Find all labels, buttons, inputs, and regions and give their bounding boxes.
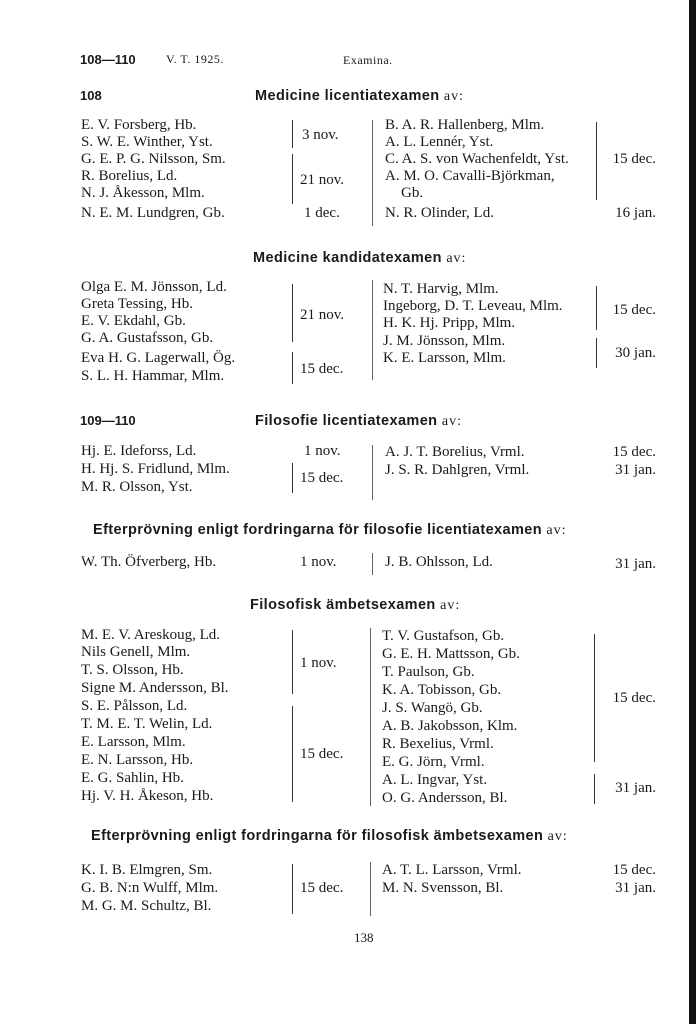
section-title: Filosofie licentiatexamen av: (255, 413, 462, 429)
date: 15 dec. (300, 470, 344, 486)
section-title: Efterprövning enligt fordringarna för filosofie licentiatexamen av: (93, 522, 567, 538)
left-entry: Eva H. G. Lagerwall, Ög. (81, 350, 236, 366)
date: 21 nov. (300, 307, 345, 323)
right-entry: J. S. R. Dahlgren, Vrml. (385, 462, 530, 478)
right-entry: E. G. Jörn, Vrml. (382, 754, 485, 770)
brace (287, 706, 293, 802)
left-entry: Greta Tessing, Hb. (81, 296, 193, 312)
date: 16 jan. (615, 205, 656, 221)
date: 15 dec. (612, 302, 656, 318)
brace (287, 352, 293, 384)
column-divider (372, 445, 373, 500)
brace (287, 154, 293, 204)
left-entry: T. M. E. T. Welin, Ld. (81, 716, 213, 732)
date: 21 nov. (300, 172, 345, 188)
right-entry: Gb. (401, 185, 424, 201)
header-title: Examina. (343, 53, 393, 67)
section-title: Efterprövning enligt fordringarna för filosofisk ämbetsexamen av: (91, 828, 568, 844)
date: 31 jan. (615, 556, 656, 572)
left-entry: Nils Genell, Mlm. (81, 644, 191, 660)
section-number: 109—110 (80, 413, 136, 428)
brace (287, 284, 293, 342)
section-number: 108 (80, 88, 102, 103)
section-title: Medicine licentiatexamen av: (255, 88, 465, 104)
right-entry: N. R. Olinder, Ld. (385, 205, 494, 221)
right-entry: H. K. Hj. Pripp, Mlm. (383, 315, 516, 331)
date: 15 dec. (300, 361, 344, 377)
date: 15 dec. (300, 880, 344, 896)
left-entry: N. E. M. Lundgren, Gb. (81, 205, 225, 221)
right-entry: G. E. H. Mattsson, Gb. (382, 646, 520, 662)
right-entry: A. J. T. Borelius, Vrml. (385, 444, 525, 460)
left-entry: K. I. B. Elmgren, Sm. (81, 862, 213, 878)
left-entry: H. Hj. S. Fridlund, Mlm. (81, 461, 230, 477)
date: 30 jan. (615, 345, 656, 361)
left-entry: G. B. N:n Wulff, Mlm. (81, 880, 219, 896)
date: 1 nov. (304, 443, 341, 459)
left-entry: Signe M. Andersson, Bl. (81, 680, 229, 696)
right-entry: J. M. Jönsson, Mlm. (383, 333, 506, 349)
section-title: Filosofisk ämbetsexamen av: (250, 597, 461, 613)
right-entry: A. L. Ingvar, Yst. (382, 772, 488, 788)
right-entry: R. Bexelius, Vrml. (382, 736, 494, 752)
right-entry: C. A. S. von Wachenfeldt, Yst. (385, 151, 569, 167)
left-entry: M. R. Olsson, Yst. (81, 479, 193, 495)
date: 15 dec. (612, 151, 656, 167)
left-entry: G. E. P. G. Nilsson, Sm. (81, 151, 226, 167)
left-entry: Hj. V. H. Åkeson, Hb. (81, 788, 214, 804)
left-entry: E. G. Sahlin, Hb. (81, 770, 184, 786)
left-entry: E. V. Ekdahl, Gb. (81, 313, 186, 329)
left-entry: M. G. M. Schultz, Bl. (81, 898, 212, 914)
left-entry: Hj. E. Ideforss, Ld. (81, 443, 197, 459)
brace (287, 630, 293, 694)
column-divider (372, 553, 373, 575)
right-entry: A. T. L. Larsson, Vrml. (382, 862, 522, 878)
left-entry: E. N. Larsson, Hb. (81, 752, 194, 768)
right-entry: A. L. Lennér, Yst. (385, 134, 494, 150)
left-entry: E. Larsson, Mlm. (81, 734, 186, 750)
brace (589, 634, 595, 762)
brace (287, 463, 293, 493)
right-entry: J. B. Ohlsson, Ld. (385, 554, 493, 570)
date: 15 dec. (612, 690, 656, 706)
left-entry: N. J. Åkesson, Mlm. (81, 185, 205, 201)
date: 31 jan. (615, 880, 656, 896)
left-entry: T. S. Olsson, Hb. (81, 662, 184, 678)
column-divider (370, 862, 371, 916)
left-entry: G. A. Gustafsson, Gb. (81, 330, 214, 346)
header-volume: V. T. 1925. (166, 52, 224, 66)
right-entry: B. A. R. Hallenberg, Mlm. (385, 117, 545, 133)
right-entry: N. T. Harvig, Mlm. (383, 281, 499, 297)
date: 31 jan. (615, 780, 656, 796)
right-entry: T. Paulson, Gb. (382, 664, 475, 680)
date: 15 dec. (612, 862, 656, 878)
date: 1 dec. (304, 205, 340, 221)
right-entry: T. V. Gustafson, Gb. (382, 628, 505, 644)
left-entry: S. E. Pålsson, Ld. (81, 698, 188, 714)
right-entry: Ingeborg, D. T. Leveau, Mlm. (383, 298, 563, 314)
date: 15 dec. (612, 444, 656, 460)
page-number: 138 (354, 930, 374, 945)
left-entry: M. E. V. Areskoug, Ld. (81, 627, 221, 643)
brace (287, 120, 293, 148)
right-entry: O. G. Andersson, Bl. (382, 790, 508, 806)
right-entry: J. S. Wangö, Gb. (382, 700, 483, 716)
section-title: Medicine kandidatexamen av: (253, 250, 467, 266)
date: 31 jan. (615, 462, 656, 478)
date: 3 nov. (302, 127, 339, 143)
left-entry: E. V. Forsberg, Hb. (81, 117, 197, 133)
left-entry: Olga E. M. Jönsson, Ld. (81, 279, 227, 295)
date: 1 nov. (300, 655, 337, 671)
brace (589, 774, 595, 804)
left-entry: W. Th. Öfverberg, Hb. (81, 554, 217, 570)
scan-edge (689, 0, 696, 1024)
header-range: 108—110 (80, 52, 136, 67)
left-entry: S. L. H. Hammar, Mlm. (81, 368, 225, 384)
brace (287, 864, 293, 914)
column-divider (370, 628, 371, 806)
date: 1 nov. (300, 554, 337, 570)
date: 15 dec. (300, 746, 344, 762)
right-entry: K. A. Tobisson, Gb. (382, 682, 502, 698)
left-entry: R. Borelius, Ld. (81, 168, 178, 184)
column-divider (372, 280, 373, 380)
right-entry: M. N. Svensson, Bl. (382, 880, 504, 896)
right-entry: K. E. Larsson, Mlm. (383, 350, 506, 366)
left-entry: S. W. E. Winther, Yst. (81, 134, 213, 150)
right-entry: A. B. Jakobsson, Klm. (382, 718, 518, 734)
column-divider (372, 120, 373, 226)
right-entry: A. M. O. Cavalli-Björkman, (385, 168, 555, 184)
